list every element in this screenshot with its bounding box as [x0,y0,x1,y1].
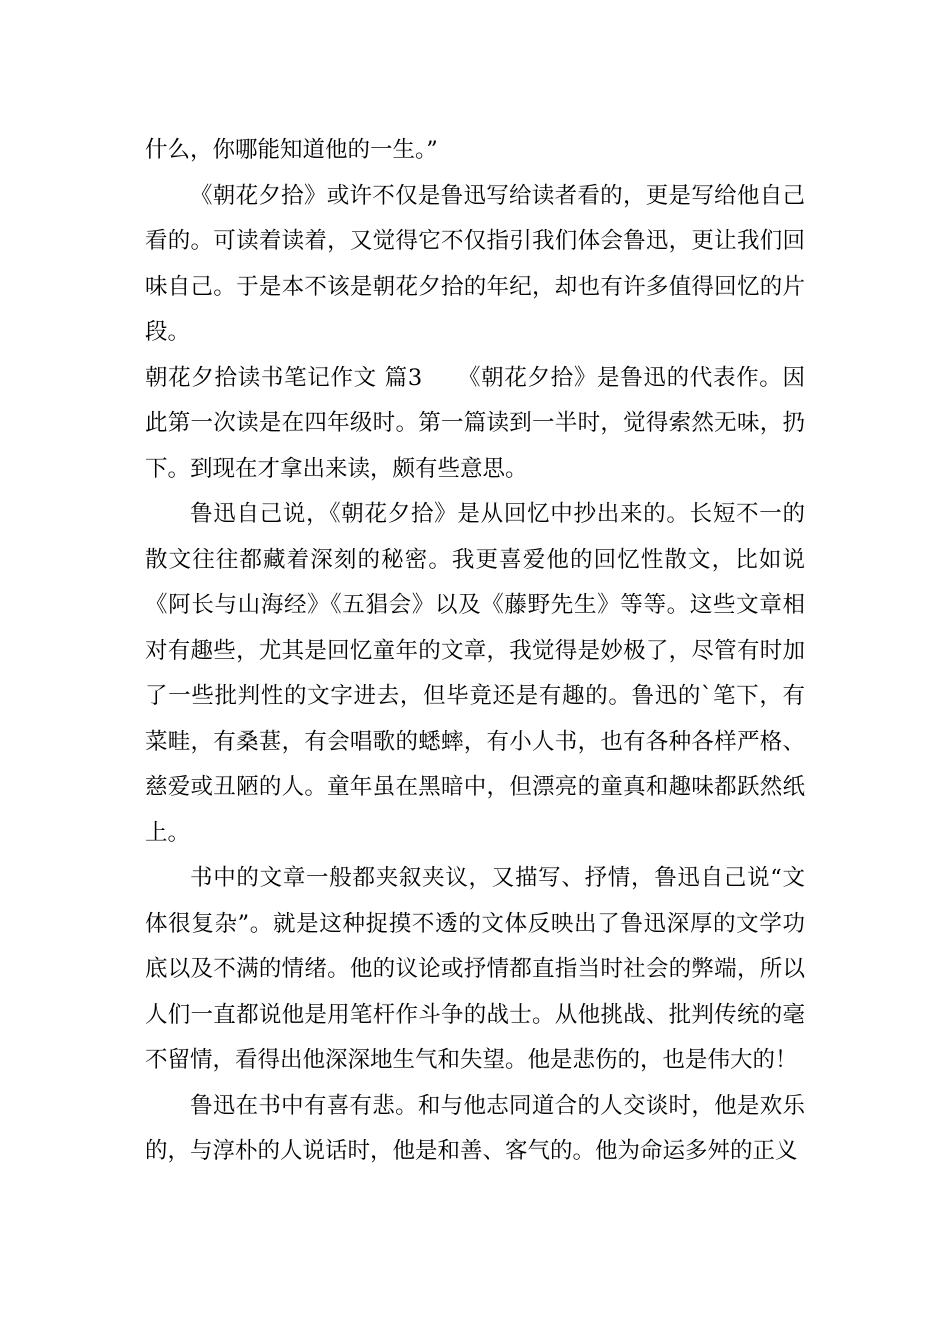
section-title: 朝花夕拾读书笔记作文 篇3 [145,364,423,391]
section-3-body: 《朝花夕拾》是鲁迅的代表作。因此第一次读是在四年级时。第一篇读到一半时，觉得索然无味，扔下。到现在才拿出来读，颇有些意思。 [145,364,805,482]
paragraph-opening-quote-end: 什么，你哪能知道他的一生。” [145,137,438,163]
paragraph-section-3 [145,356,805,493]
document-page [145,128,805,1175]
paragraph-style: 书中的文章一般都夹叙夹议，又描写、抒情，鲁迅自己说“文体很复杂”。就是这种捉摸不透的文体反映出了鲁迅深厚的文学功底以及不满的情绪。他的议论或抒情都直指当时社会的弊端，所以人们一直都说他是用笔杆作斗争的战士。从他挑战、批判传统的毫不留情，看得出他深深地生气和失望。他是悲伤的，也是伟大的！ [145,865,805,1073]
paragraph-memories: 鲁迅自己说，《朝花夕拾》是从回忆中抄出来的。长短不一的散文往往都藏着深刻的秘密。我更喜爱他的回忆性散文，比如说《阿长与山海经》《五猖会》以及《藤野先生》等等。这些文章相对有趣些，尤其是回忆童年的文章，我觉得是妙极了，尽管有时加了一些批判性的文字进去，但毕竟还是有趣的。鲁迅的`笔下，有菜畦，有桑葚，有会唱歌的蟋蟀，有小人书，也有各种各样严格、慈爱或丑陋的人。童年虽在黑暗中，但漂亮的童真和趣味都跃然纸上。 [145,501,805,846]
paragraph-reflection: 《朝花夕拾》或许不仅是鲁迅写给读者看的，更是写给他自己看的。可读着读着，又觉得它不仅指引我们体会鲁迅，更让我们回味自己。于是本不该是朝花夕拾的年纪，却也有许多值得回忆的片段。 [145,182,805,345]
paragraph-emotions: 鲁迅在书中有喜有悲。和与他志同道合的人交谈时，他是欢乐的，与淳朴的人说话时，他是和善、客气的。他为命运多舛的正义 [145,1092,805,1164]
